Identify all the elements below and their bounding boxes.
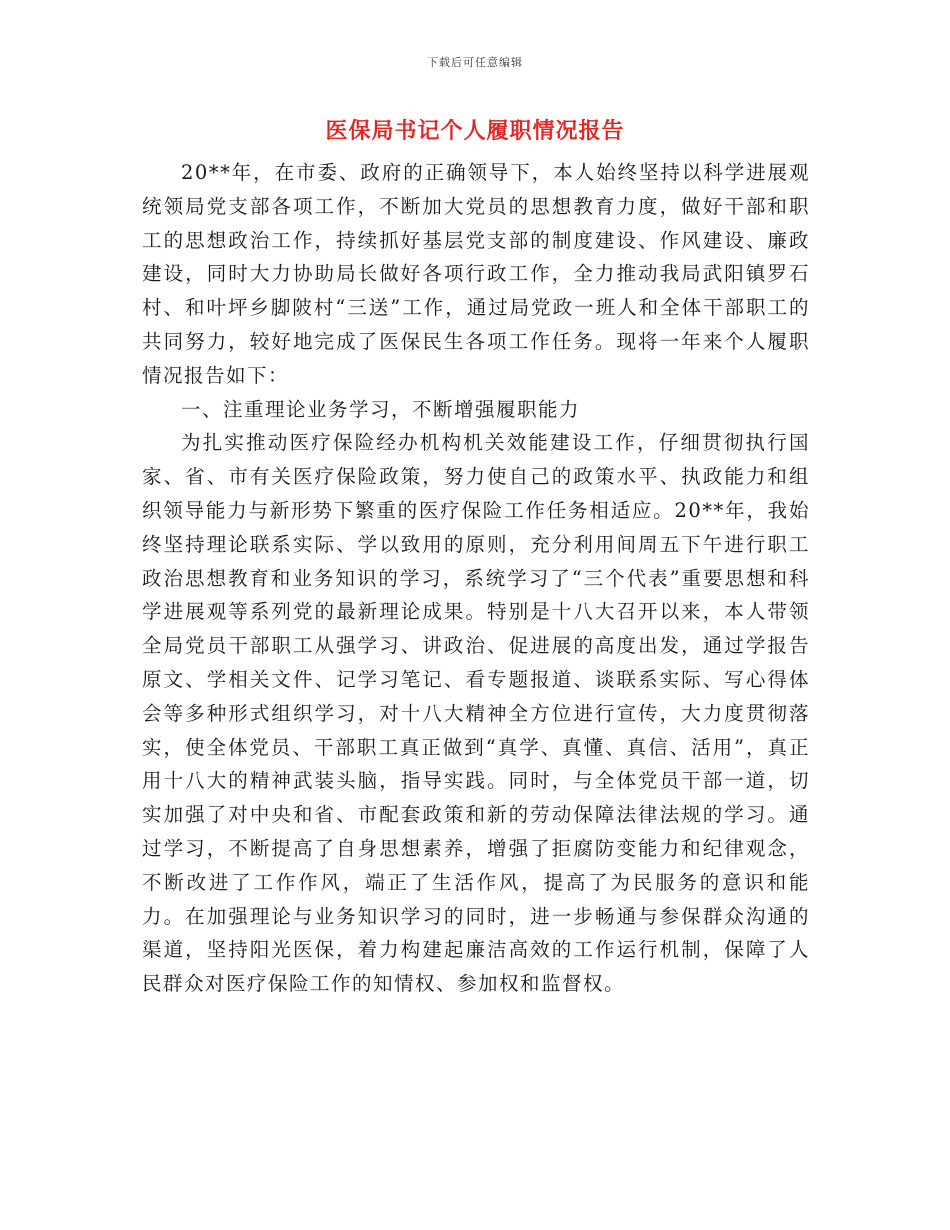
- document-title: 医保局书记个人履职情况报告: [325, 118, 625, 144]
- document-body: [142, 156, 810, 1001]
- paragraph-intro: 20**年，在市委、政府的正确领导下，本人始终坚持以科学进展观统领局党支部各项工作，不断加大党员的思想教育力度，做好干部和职工的思想政治工作，持续抓好基层党支部的制度建设、作风建设、廉政建设，同时大力协助局长做好各项行政工作，全力推动我局武阳镇罗石村、和叶坪乡脚陂村“三送”工作，通过局党政一班人和全体干部职工的共同努力，较好地完成了医保民生各项工作任务。现将一年来个人履职情况报告如下：: [142, 161, 810, 387]
- section-heading-1: 一、注重理论业务学习，不断增强履职能力: [181, 397, 581, 421]
- paragraph-section-1: 为扎实推动医疗保险经办机构机关效能建设工作，仔细贯彻执行国家、省、市有关医疗保险政策，努力使自己的政策水平、执政能力和组织领导能力与新形势下繁重的医疗保险工作任务相适应。20**年，我始终坚持理论联系实际、学以致用的原则，充分利用间周五下午进行职工政治思想教育和业务知识的学习，系统学习了“三个代表”重要思想和科学进展观等系列党的最新理论成果。特别是十八大召开以来，本人带领全局党员干部职工从强学习、讲政治、促进展的高度出发，通过学报告原文、学相关文件、记学习笔记、看专题报道、谈联系实际、写心得体会等多种形式组织学习，对十八大精神全方位进行宣传，大力度贯彻落实，使全体党员、干部职工真正做到“真学、真懂、真信、活用”，真正用十八大的精神武装头脑，指导实践。同时，与全体党员干部一道，切实加强了对中央和省、市配套政策和新的劳动保障法律法规的学习。通过学习，不断提高了自身思想素养，增强了拒腐防变能力和纪律观念，不断改进了工作作风，端正了生活作风，提高了为民服务的意识和能力。在加强理论与业务知识学习的同时，进一步畅通与参保群众沟通的渠道，坚持阳光医保，着力构建起廉洁高效的工作运行机制，保障了人民群众对医疗保险工作的知情权、参加权和监督权。: [142, 431, 810, 996]
- header-note: 下载后可任意编辑: [427, 56, 523, 69]
